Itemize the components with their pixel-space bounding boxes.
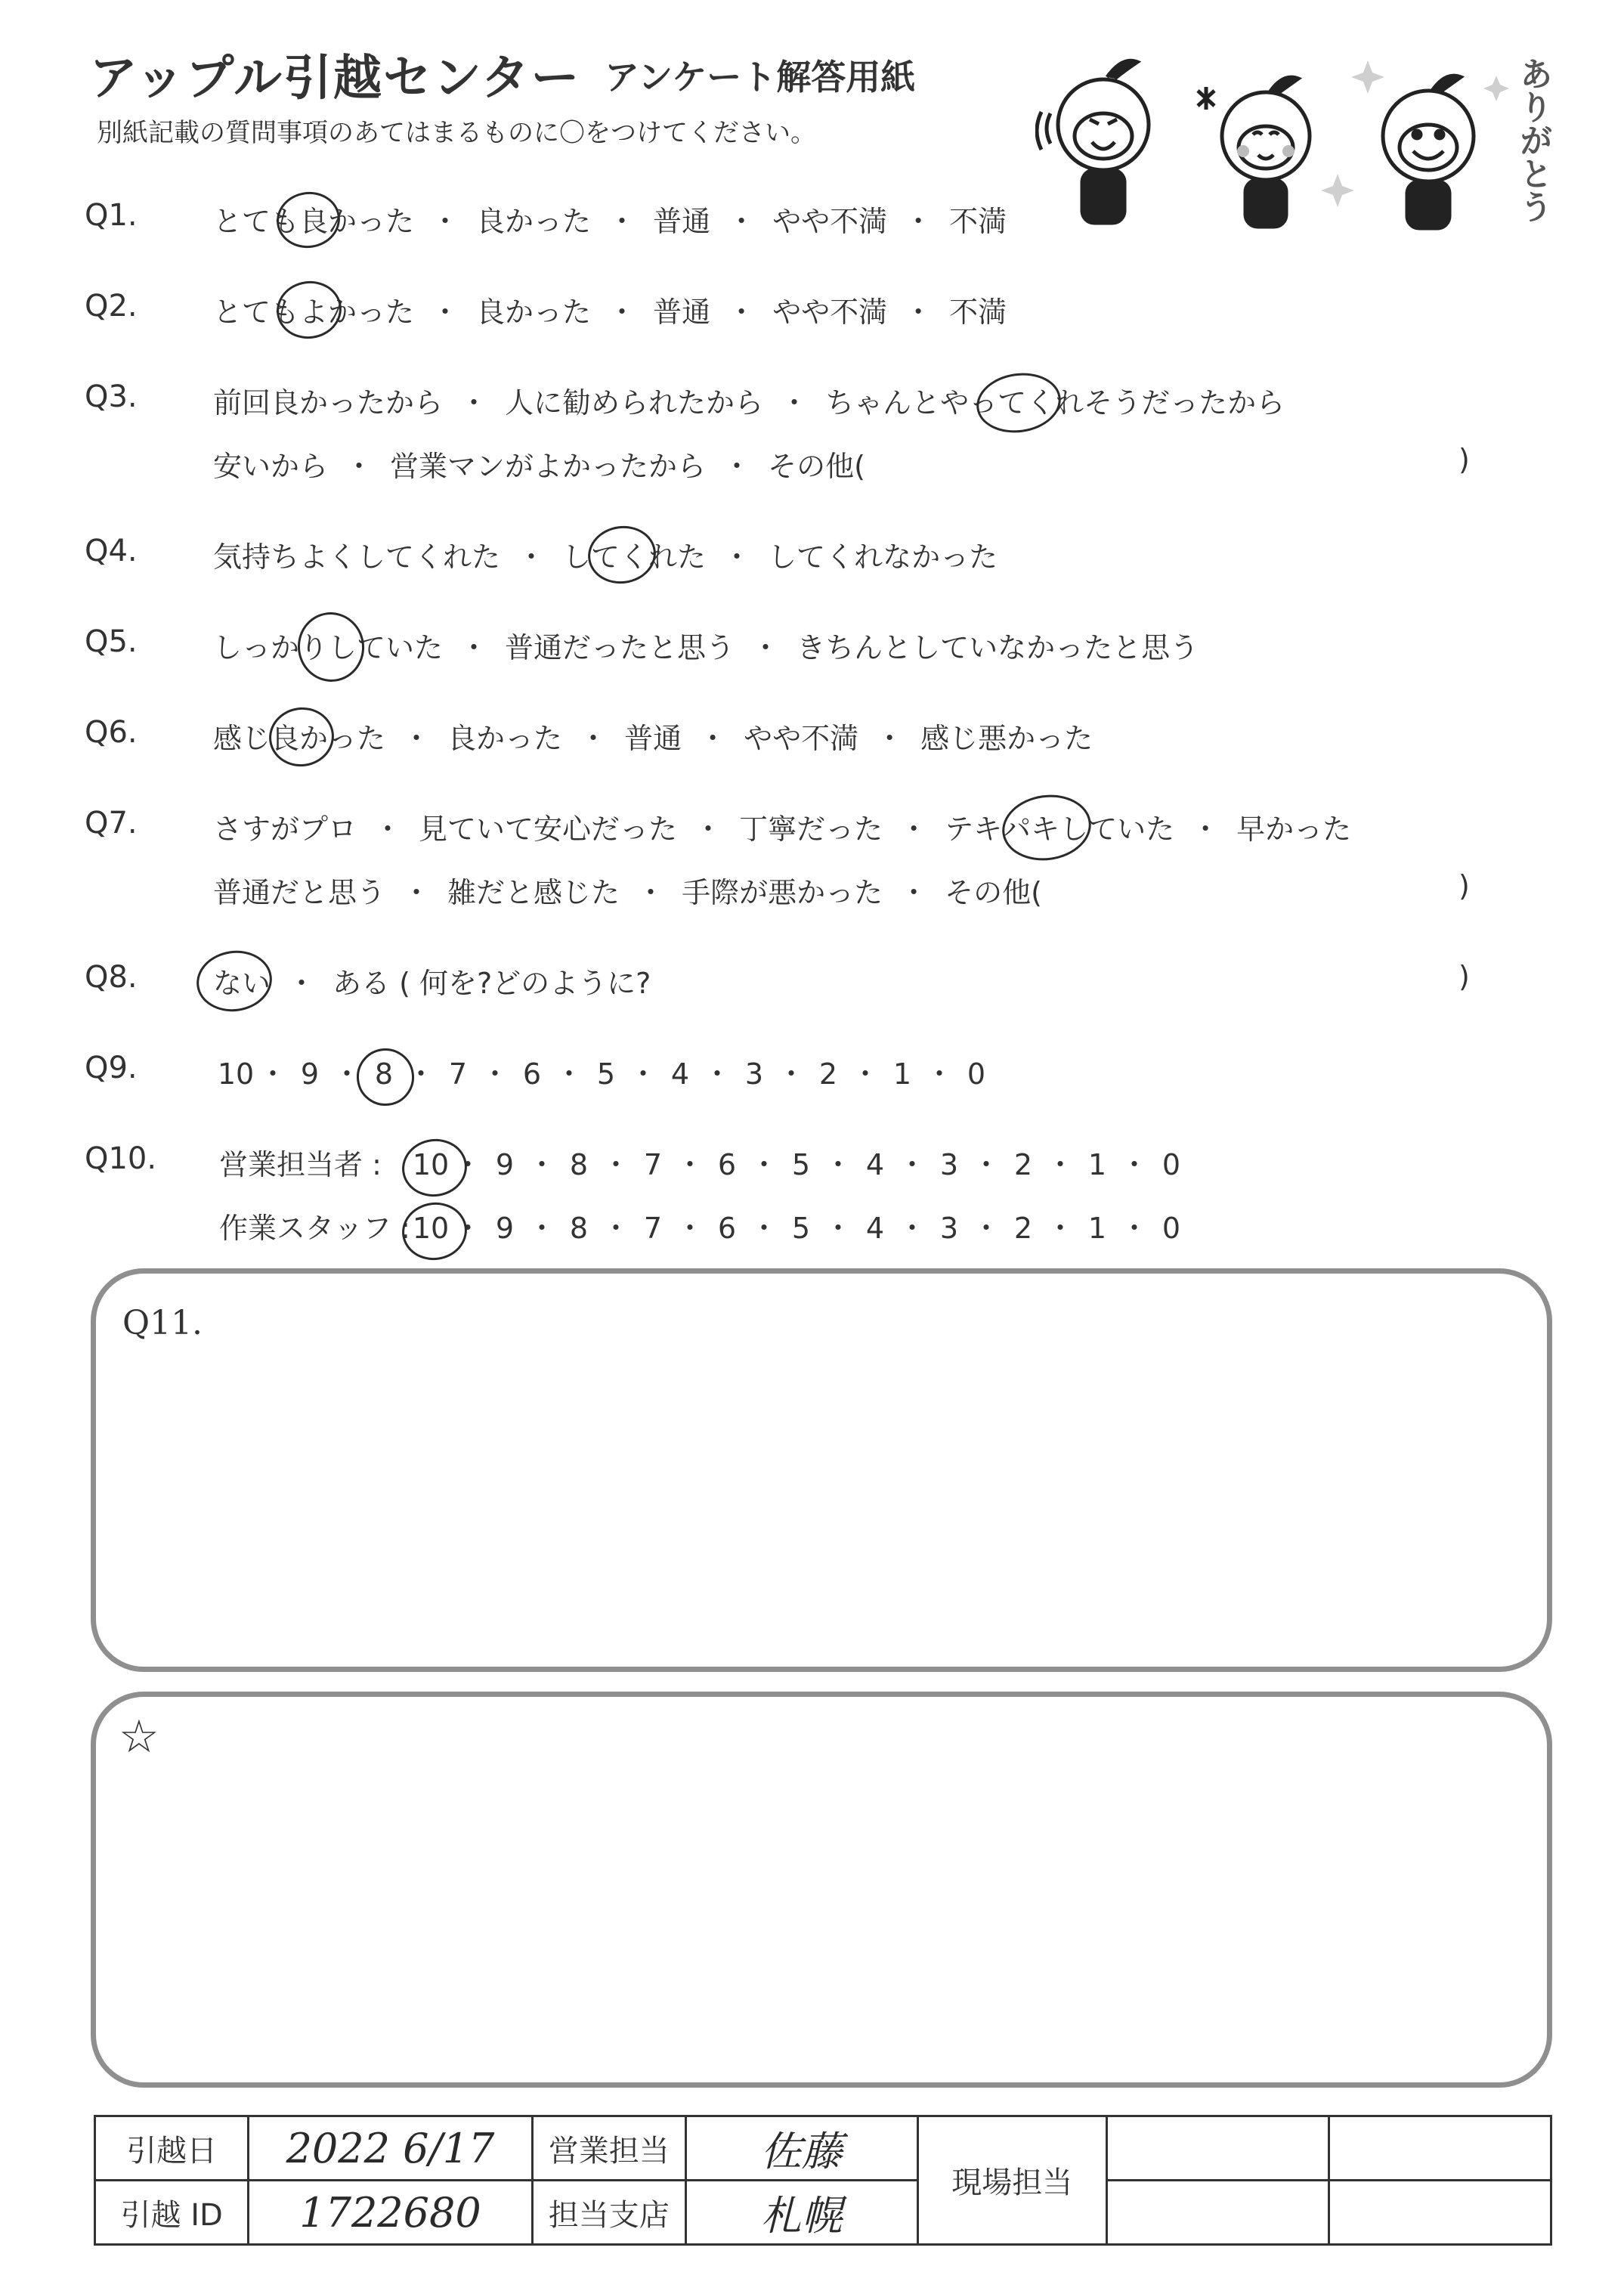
question-q5: Q5. しっかりしていた ・ 普通だったと思う ・ きちんとしていなかったと思う bbox=[0, 624, 1624, 670]
question-label: Q10. bbox=[85, 1141, 157, 1176]
score-10[interactable]: 10 bbox=[408, 1212, 453, 1245]
score-10[interactable]: 10 bbox=[217, 1057, 255, 1091]
score-4[interactable]: 4 bbox=[865, 1148, 885, 1181]
thanks-text: ありがとう bbox=[1514, 57, 1552, 223]
site-rep-cell-4[interactable] bbox=[1329, 2181, 1551, 2245]
score-7[interactable]: 7 bbox=[448, 1057, 468, 1091]
question-q3: Q3. 前回良かったから ・ 人に勧められたから ・ ちゃんとやってくれそうだったから bbox=[0, 379, 1624, 425]
site-rep-cell-2[interactable] bbox=[1329, 2116, 1551, 2181]
question-label: Q1. bbox=[85, 198, 138, 233]
option-nai[interactable]: ない bbox=[213, 960, 271, 1001]
score-3[interactable]: 3 bbox=[744, 1057, 764, 1091]
close-paren: ) bbox=[1459, 960, 1470, 993]
score-6[interactable]: 6 bbox=[717, 1212, 737, 1245]
score-5[interactable]: 5 bbox=[791, 1148, 811, 1181]
option-shikkari[interactable]: しっかりしていた bbox=[213, 624, 443, 666]
option-hayakatta[interactable]: 早かった bbox=[1236, 813, 1352, 846]
option-yaya-fuman[interactable]: やや不満 bbox=[744, 722, 859, 755]
option-sasuga-pro[interactable]: さすがプロ bbox=[213, 813, 357, 846]
site-rep-cell-3[interactable] bbox=[1106, 2181, 1329, 2245]
score-3[interactable]: 3 bbox=[939, 1212, 959, 1245]
score-8[interactable]: 8 bbox=[569, 1148, 589, 1181]
question-label: Q5. bbox=[85, 624, 138, 659]
score-5[interactable]: 5 bbox=[596, 1057, 616, 1091]
option-yaya-fuman[interactable]: やや不満 bbox=[772, 205, 888, 238]
question-label: Q6. bbox=[85, 715, 138, 750]
score-2[interactable]: 2 bbox=[818, 1057, 838, 1091]
score-9[interactable]: 9 bbox=[495, 1148, 515, 1181]
option-totemo-yokatta[interactable]: とても良かった bbox=[213, 198, 414, 240]
score-9[interactable]: 9 bbox=[495, 1212, 515, 1245]
score-4[interactable]: 4 bbox=[670, 1057, 690, 1091]
selection-circle bbox=[273, 277, 345, 342]
score-4[interactable]: 4 bbox=[865, 1212, 885, 1245]
question-q3-line2: 安いから ・ 営業マンがよかったから ・ その他( ) bbox=[213, 443, 1470, 483]
option-futsuu[interactable]: 普通 bbox=[653, 296, 711, 329]
option-tekipaki[interactable]: テキパキしていた bbox=[945, 806, 1174, 847]
option-kimochi-yoku[interactable]: 気持ちよくしてくれた bbox=[213, 540, 501, 574]
move-id-value[interactable]: 1722680 bbox=[249, 2181, 532, 2245]
score-1[interactable]: 1 bbox=[1087, 1148, 1107, 1181]
form-title: アップル引越センター bbox=[89, 51, 581, 107]
option-yasui[interactable]: 安いから bbox=[213, 450, 329, 483]
score-2[interactable]: 2 bbox=[1013, 1212, 1033, 1245]
option-futsuu-da[interactable]: 普通だと思う bbox=[213, 876, 386, 909]
site-rep-cell-1[interactable] bbox=[1106, 2116, 1329, 2181]
question-label: Q7. bbox=[85, 806, 138, 841]
selection-circle bbox=[973, 368, 1065, 438]
option-fuman[interactable]: 不満 bbox=[949, 296, 1007, 329]
question-q6: Q6. 感じ良かった ・ 良かった ・ 普通 ・ やや不満 ・ 感じ悪かった bbox=[0, 715, 1624, 760]
q11-comment-box[interactable] bbox=[91, 1268, 1552, 1672]
question-q1: Q1. とても良かった ・ 良かった ・ 普通 ・ やや不満 ・ 不満 bbox=[0, 198, 1624, 243]
sales-rep-value[interactable]: 佐藤 bbox=[685, 2116, 917, 2181]
option-sonota[interactable]: その他( bbox=[945, 876, 1042, 909]
branch-label: 担当支店 bbox=[532, 2181, 685, 2245]
footer-info-table bbox=[94, 2115, 1552, 2246]
selection-circle bbox=[273, 188, 343, 252]
option-susumerareta[interactable]: 人に勧められたから bbox=[505, 386, 764, 419]
option-chanto-yattekure[interactable]: ちゃんとやってくれそうだったから bbox=[825, 379, 1285, 421]
question-label: Q8. bbox=[85, 960, 138, 995]
close-paren: ) bbox=[1459, 443, 1470, 476]
score-6[interactable]: 6 bbox=[717, 1148, 737, 1181]
sales-rep-label: 営業担当 bbox=[532, 2116, 685, 2181]
question-q8: Q8. ない ・ ある ( 何を?どのように? ) bbox=[0, 960, 1624, 1005]
close-paren: ) bbox=[1459, 869, 1470, 902]
option-tegiwa-warui[interactable]: 手際が悪かった bbox=[682, 876, 883, 909]
selection-circle bbox=[998, 789, 1096, 866]
selection-circle bbox=[584, 522, 660, 588]
option-sonota[interactable]: その他( bbox=[768, 450, 865, 483]
score-7[interactable]: 7 bbox=[643, 1148, 663, 1181]
score-10[interactable]: 10 bbox=[408, 1148, 453, 1181]
score-7[interactable]: 7 bbox=[643, 1212, 663, 1245]
option-yokatta[interactable]: 良かった bbox=[476, 296, 592, 329]
question-q9: Q9. 10 ・ 9 ・ 8 ・ 7 ・ 6 ・ 5 ・ 4 ・ 3 ・ 2 ・ 1 ・ 0 bbox=[0, 1051, 1624, 1096]
score-5[interactable]: 5 bbox=[791, 1212, 811, 1245]
option-shitekureta[interactable]: してくれた bbox=[562, 534, 706, 575]
sales-rep-label: 営業担当者 : bbox=[219, 1148, 382, 1181]
option-kanji-yokatta[interactable]: 感じ良かった bbox=[213, 715, 385, 757]
score-0[interactable]: 0 bbox=[1162, 1148, 1181, 1181]
score-6[interactable]: 6 bbox=[522, 1057, 542, 1091]
score-9[interactable]: 9 bbox=[300, 1057, 320, 1091]
star-icon: ☆ bbox=[119, 1710, 159, 1763]
option-kichinto-shiteinai[interactable]: きちんとしていなかったと思う bbox=[797, 631, 1199, 664]
question-q4: Q4. 気持ちよくしてくれた ・ してくれた ・ してくれなかった bbox=[0, 534, 1624, 579]
score-8[interactable]: 8 bbox=[361, 1057, 407, 1091]
option-kanji-warukatta[interactable]: 感じ悪かった bbox=[920, 722, 1093, 755]
instruction-text: 別紙記載の質問事項のあてはまるものに〇をつけてください。 bbox=[97, 118, 816, 148]
option-zenkai-yokatta[interactable]: 前回良かったから bbox=[213, 386, 444, 419]
branch-value[interactable]: 札幌 bbox=[685, 2181, 917, 2245]
selection-circle bbox=[265, 703, 338, 770]
question-q7: Q7. さすがプロ ・ 見ていて安心だった ・ 丁寧だった ・ テキパキしていた ・ 早かった bbox=[0, 806, 1624, 851]
option-aru[interactable]: ある ( 何を?どのように? bbox=[333, 967, 651, 1000]
selection-circle bbox=[293, 608, 369, 686]
question-q10-staff: 作業スタッフ :10 ・ 9 ・ 8 ・ 7 ・ 6 ・ 5 ・ 4 ・ 3 ・ 2 ・ 1 ・ 0 bbox=[0, 1205, 1624, 1250]
question-label: Q9. bbox=[85, 1051, 138, 1085]
move-date-label: 引越日 bbox=[95, 2116, 249, 2181]
score-8[interactable]: 8 bbox=[569, 1212, 589, 1245]
option-shitekurenakatta[interactable]: してくれなかった bbox=[768, 540, 998, 574]
move-date-value[interactable]: 2022 6/17 bbox=[249, 2116, 532, 2181]
question-q10-sales: Q10. 営業担当者 : 10 ・ 9 ・ 8 ・ 7 ・ 6 ・ 5 ・ 4 ・ 3 ・ 2 ・ 1 ・ 0 bbox=[0, 1141, 1624, 1187]
move-id-label: 引越 ID bbox=[95, 2181, 249, 2245]
score-1[interactable]: 1 bbox=[892, 1057, 912, 1091]
question-q2: Q2. とてもよかった ・ 良かった ・ 普通 ・ やや不満 ・ 不満 bbox=[0, 289, 1624, 334]
option-yaya-fuman[interactable]: やや不満 bbox=[772, 296, 888, 329]
question-label: Q4. bbox=[85, 534, 138, 568]
option-zatsu[interactable]: 雑だと感じた bbox=[447, 876, 620, 909]
option-yokatta[interactable]: 良かった bbox=[447, 722, 563, 755]
score-1[interactable]: 1 bbox=[1087, 1212, 1107, 1245]
star-comment-box[interactable] bbox=[91, 1692, 1552, 2088]
option-futsuu[interactable]: 普通 bbox=[624, 722, 682, 755]
score-3[interactable]: 3 bbox=[939, 1148, 959, 1181]
option-yokatta[interactable]: 良かった bbox=[476, 205, 592, 238]
site-rep-label: 現場担当 bbox=[917, 2116, 1106, 2245]
selection-circle bbox=[193, 946, 276, 1016]
score-2[interactable]: 2 bbox=[1013, 1148, 1033, 1181]
option-eigyouman[interactable]: 営業マンがよかったから bbox=[390, 450, 707, 483]
q11-label: Q11. bbox=[122, 1304, 203, 1342]
question-label: Q3. bbox=[85, 379, 138, 414]
option-totemo-yokatta[interactable]: とてもよかった bbox=[213, 289, 414, 330]
score-0[interactable]: 0 bbox=[1162, 1212, 1181, 1245]
option-anshin[interactable]: 見ていて安心だった bbox=[419, 813, 678, 846]
option-fuman[interactable]: 不満 bbox=[949, 205, 1007, 238]
option-futsuu[interactable]: 普通 bbox=[653, 205, 711, 238]
work-staff-label: 作業スタッフ : bbox=[219, 1212, 410, 1245]
option-futsuu-datta[interactable]: 普通だったと思う bbox=[505, 631, 735, 664]
question-q7-line2: 普通だと思う ・ 雑だと感じた ・ 手際が悪かった ・ その他( ) bbox=[213, 869, 1470, 909]
question-label: Q2. bbox=[85, 289, 138, 324]
form-subtitle: アンケート解答用紙 bbox=[605, 57, 916, 98]
score-0[interactable]: 0 bbox=[967, 1057, 986, 1091]
option-teinei[interactable]: 丁寧だった bbox=[739, 813, 883, 846]
